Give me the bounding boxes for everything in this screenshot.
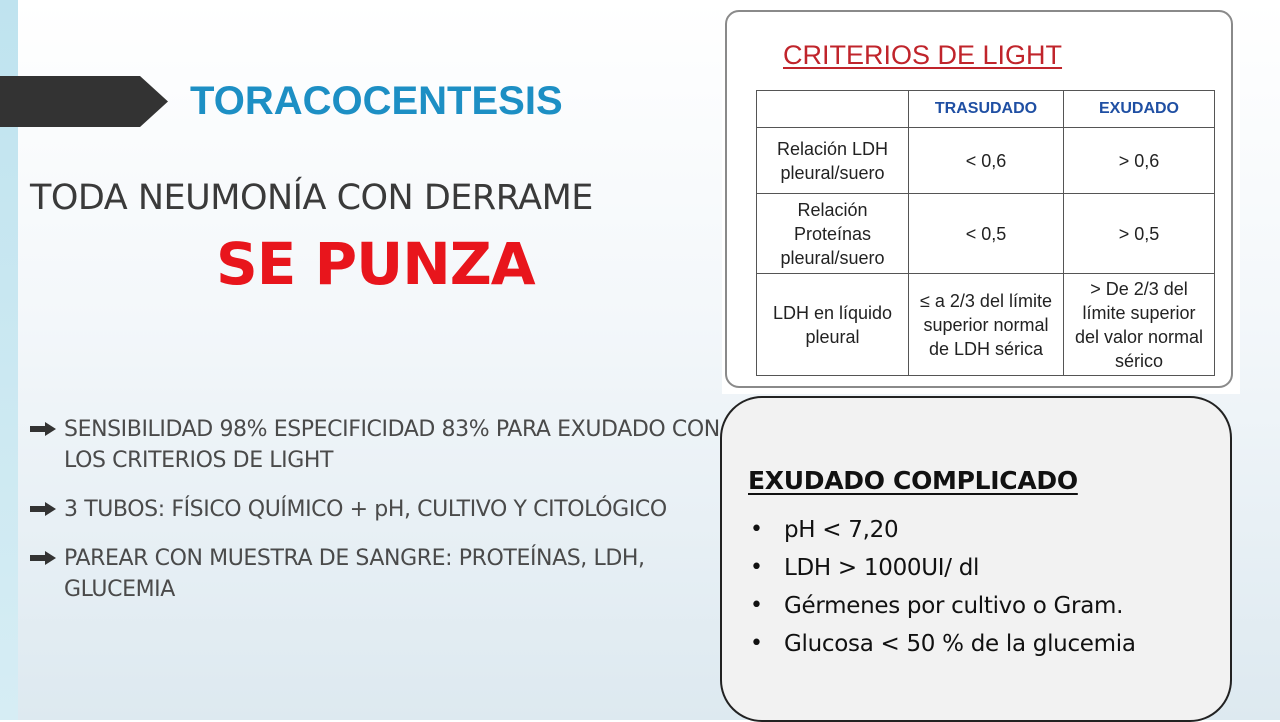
bullet-item [30, 543, 720, 605]
title-arrow-banner [0, 76, 168, 127]
exudado-heading: EXUDADO COMPLICADO [748, 466, 1078, 495]
table-row [757, 128, 1215, 194]
list-item: • Glucosa < 50 % de la glucemia [748, 625, 1136, 663]
exudado-complicado-box [720, 396, 1232, 722]
bullet-item [30, 414, 720, 476]
table-cell: LDH en líquido pleural [757, 274, 909, 376]
table-header-cell [757, 91, 909, 128]
arrow-right-icon [30, 551, 56, 565]
criteria-image [722, 8, 1240, 394]
arrow-right-icon [30, 422, 56, 436]
slide-subtitle: TODA NEUMONÍA CON DERRAME [30, 178, 593, 218]
bullet-item [30, 494, 720, 525]
bullet-text: SENSIBILIDAD 98% ESPECIFICIDAD 83% PARA EXUDADO CON LOS CRITERIOS DE LIGHT [64, 417, 720, 473]
bullet-list [30, 414, 720, 623]
table-cell: > De 2/3 del límite superior del valor normal sérico [1064, 274, 1215, 376]
table-header-cell: TRASUDADO [909, 91, 1064, 128]
list-item: • LDH > 1000UI/ dl [748, 549, 1136, 587]
table-cell: Relación LDH pleural/suero [757, 128, 909, 194]
table-cell: > 0,6 [1064, 128, 1215, 194]
arrow-right-icon [30, 502, 56, 516]
slide-headline: SE PUNZA [216, 230, 535, 298]
table-cell: ≤ a 2/3 del límite superior normal de LDH sérica [909, 274, 1064, 376]
slide-title: TORACOCENTESIS [190, 79, 563, 123]
table-row [757, 194, 1215, 274]
table-cell: < 0,6 [909, 128, 1064, 194]
table-cell: Relación Proteínas pleural/suero [757, 194, 909, 274]
table-header-cell: EXUDADO [1064, 91, 1215, 128]
list-item: • Gérmenes por cultivo o Gram. [748, 587, 1136, 625]
table-header-row [757, 91, 1215, 128]
bullet-text: PAREAR CON MUESTRA DE SANGRE: PROTEÍNAS, LDH, GLUCEMIA [64, 546, 645, 602]
list-item: • pH < 7,20 [748, 511, 1136, 549]
exudado-list [748, 511, 1136, 663]
table-row [757, 274, 1215, 376]
criteria-title: CRITERIOS DE LIGHT [783, 40, 1063, 70]
table-cell: < 0,5 [909, 194, 1064, 274]
bullet-text: 3 TUBOS: FÍSICO QUÍMICO + pH, CULTIVO Y CITOLÓGICO [64, 497, 667, 522]
table-cell: > 0,5 [1064, 194, 1215, 274]
criteria-frame [725, 10, 1233, 388]
criteria-table [756, 90, 1215, 376]
